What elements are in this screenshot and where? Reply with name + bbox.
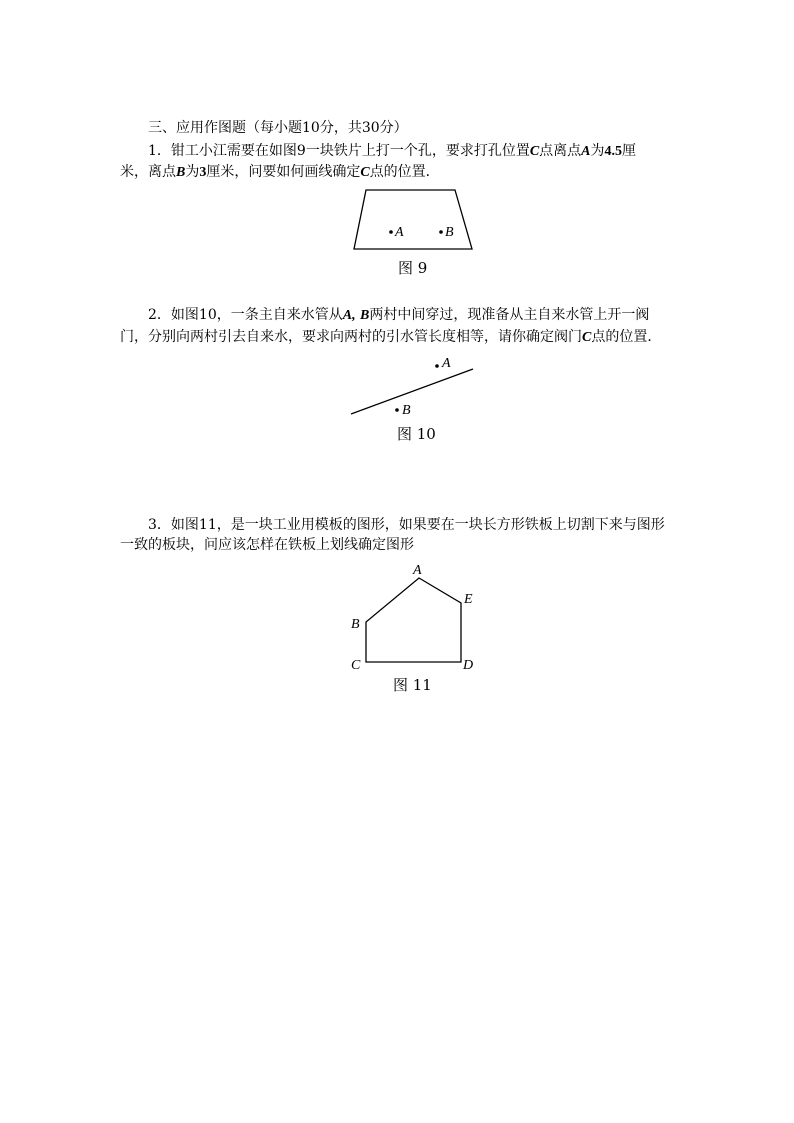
fig11-pentagon bbox=[366, 578, 461, 662]
fig11-label-b: B bbox=[351, 617, 360, 632]
fig9-caption: 图 9 bbox=[398, 259, 428, 277]
fig11-label-c: C bbox=[351, 658, 361, 673]
fig11-label-e: E bbox=[464, 592, 473, 607]
q1-text: 点离点 bbox=[539, 143, 582, 159]
q1-distance-b: 3 bbox=[199, 165, 207, 180]
fig10-point-a bbox=[435, 364, 439, 368]
q2-point-c: C bbox=[582, 330, 592, 345]
section-title-text: 三、应用作图题（每小题10分，共30分） bbox=[148, 120, 408, 136]
q2-point-b: B bbox=[360, 308, 370, 323]
fig9-trapezoid bbox=[354, 190, 472, 249]
q2-comma: , bbox=[352, 308, 356, 323]
fig9-label-b: B bbox=[445, 225, 454, 240]
q2-text: 点的位置． bbox=[591, 329, 662, 345]
q3-text: 一致的板块，问应该怎样在铁板上划线确定图形 bbox=[120, 537, 414, 553]
q2-text: 门，分别向两村引去自来水，要求向两村的引水管长度相等，请你确定阀门 bbox=[120, 329, 582, 345]
q3-text: 3．如图11，是一块工业用模板的图形，如果要在一块长方形铁板上切割下来与图形 bbox=[148, 517, 665, 533]
q2-text: 两村中间穿过，现准备从主自来水管上开一阀 bbox=[369, 307, 650, 323]
q1-text: 点的位置． bbox=[369, 164, 440, 180]
q1-point-a: A bbox=[581, 144, 591, 159]
fig11-label-a: A bbox=[413, 563, 422, 578]
fig10-label-b: B bbox=[402, 403, 411, 418]
q1-point-c-2: C bbox=[360, 165, 370, 180]
q2-point-a: A bbox=[342, 308, 353, 323]
fig10-label-a: A bbox=[442, 356, 451, 371]
q1-point-c: C bbox=[529, 144, 540, 159]
fig11-caption: 图 11 bbox=[393, 676, 432, 694]
q1-text: 厘 bbox=[622, 143, 637, 159]
fig9-point-a bbox=[389, 230, 393, 234]
q1-text: 厘米，问要如何画线确定 bbox=[206, 164, 361, 180]
q1-text: 米，离点 bbox=[120, 164, 176, 180]
q1-text: 1．钳工小江需要在如图9一块铁片上打一个孔，要求打孔位置 bbox=[148, 143, 530, 159]
fig9-label-a: A bbox=[395, 225, 404, 240]
fig9-point-b bbox=[439, 230, 443, 234]
fig10-point-b bbox=[395, 408, 399, 412]
q1-text: 为 bbox=[185, 164, 200, 180]
q1-text: 为 bbox=[590, 143, 605, 159]
fig10-water-pipe bbox=[351, 369, 473, 414]
q1-distance-a: 4.5 bbox=[604, 144, 623, 159]
fig11-label-d: D bbox=[463, 658, 474, 673]
q2-text: 2．如图10，一条主自来水管从 bbox=[148, 307, 343, 323]
q1-point-b: B bbox=[176, 165, 186, 180]
fig10-caption: 图 10 bbox=[397, 425, 436, 443]
